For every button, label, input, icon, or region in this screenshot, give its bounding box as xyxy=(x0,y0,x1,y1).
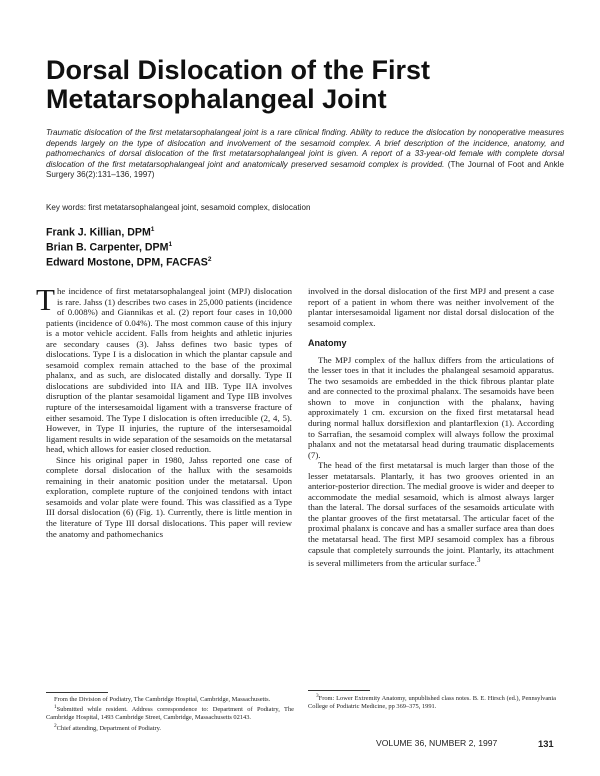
footnote-ref-3: 3 xyxy=(476,555,481,565)
author-3-mark: 2 xyxy=(207,255,212,263)
footnote-affiliation: From the Division of Podiatry, The Cambridge Hospital, Cambridge, Massachusetts. xyxy=(54,696,271,703)
journal-volume-info: VOLUME 36, NUMBER 2, 1997 xyxy=(376,738,498,748)
author-2-mark: 1 xyxy=(168,240,173,248)
body-column-right xyxy=(308,286,554,569)
paragraph-continued: involved in the dorsal dislocation of the first MPJ and present a case report of a patient in whom there was neither involvement of the plantar intersesamoidal ligament nor distal dorsal dislocation of the sesamoid complex. xyxy=(308,286,554,328)
abstract xyxy=(46,128,564,181)
footnote-divider-left xyxy=(46,692,108,693)
author-1: Frank J. Killian, DPM$^1$ xyxy=(46,226,155,239)
intro-paragraph: The incidence of first metatarsophalangeal joint (MPJ) dislocation is rare. Jahss (1) describes two cases in 25,000 patients (incidence of 0.008%) and Giannikas et al. (2) report four cases in 10,000 patients (incidence of 0.04%). The most common cause of this injury is a motor vehicle accident. Falls from heights and athletic injuries are secondary causes (3). Jahss defines two basic types of dislocations. Type I is a dislocation in which the plantar capsule and sesamoid complex remain attached to the base of the proximal phalanx, and as such, are dislocated distally and dorsally. Type II dislocations are subdivided into IIA and IIB. Type IIA involves disruption of the plantar sesamoidal ligament and Type IIB involves rupture of the intersesamoidal ligament with a transverse fracture of either sesamoid. The Type I dislocation is often irreducible (2, 4, 5). However, in Type II injuries, the rupture of the intersesamoidal ligament results in wide separation of the sesamoids on the metatarsal head, which allows for easier closed reduction. xyxy=(36,282,292,455)
body-column-left xyxy=(36,282,292,539)
paragraph-mpj-complex: The MPJ complex of the hallux differs from the articulations of the lesser toes in that it includes the phalangeal sesamoid apparatus. The two sesamoids are embedded in the thick fibrous plantar plate and are connected to the proximal phalanx. The sesamoids have been shown to move in conjunction with the phalanx, having approximately 1 cm. excursion on the fixed first metatarsal head during normal hallux dorsiflexion and plantarflexion (1). According to Sarrafian, the sesamoid complex will always follow the proximal phalanx and not the metatarsal head during traumatic displacements (7). xyxy=(308,354,554,460)
drop-cap: T xyxy=(36,282,55,317)
footnote-2: $^2$Chief attending, Department of Podiatry. xyxy=(54,722,161,732)
paragraph-metatarsal-head: The head of the first metatarsal is much larger than those of the lesser metatarsals. Plantarly, it has two grooves oriented in an anterior-posterior direction. The medial groove is wider and deeper to accommodate the medial sesamoid, which is almost always larger than the lateral. The dorsal surfaces of the sesamoids articulate with the plantar grooves of the first metatarsal. The articular facet of the proximal phalanx is concave and has a smaller surface area than does the metatarsal head. The first MPJ sesamoid complex has a fibrous capsule that completely surrounds the joint. Plantarly, its attachment is several millimeters from the articular surface.$^3$ xyxy=(308,460,554,569)
article-title xyxy=(46,56,566,114)
abstract-text: Traumatic dislocation of the first metatarsophalangeal joint is a rare clinical finding. Ability to reduce the dislocation by nonoperative measures depends largely on the type of dislocation and involvement of the sesamoid complex. A brief description of the incidence, anatomy, and pathomechanics of dorsal dislocation of the first metatarsophalangeal joint is given. A report of a 33-year-old female with complete dorsal dislocation of the first metatarsophalangeal joint and anatomically preserved sesamoid complex is provided. xyxy=(46,128,564,169)
footnote-divider-right xyxy=(308,690,370,691)
author-2: Brian B. Carpenter, DPM$^1$ xyxy=(46,240,173,254)
footnote-3: $^3$From: Lower Extremity Anatomy, unpublished class notes. B. E. Hirsch (ed.), Pennsylvania College of Podiatric Medicine, pp 369–375, 1991. xyxy=(308,693,556,710)
paragraph-jahss-report: Since his original paper in 1980, Jahss reported one case of complete dorsal dislocation of the hallux with the sesamoids remaining in their anatomic position under the metatarsal. Upon exploration, complete rupture of the conjoined tendons with intact sesamoids and volar plate were found. This was classified as a Type III dorsal dislocation (6) (Fig. 1). Currently, there is little mention in the literature of Type III dorsal dislocations. This paper will review the anatomy and pathomechanics xyxy=(46,454,292,539)
author-1-mark: 1 xyxy=(150,226,155,233)
author-3: Edward Mostone, DPM, FACFAS$^2$ xyxy=(46,255,212,269)
footnotes-left xyxy=(46,696,294,733)
footnotes-right xyxy=(308,693,556,711)
keywords: Key words: first metatarsophalangeal joint, sesamoid complex, dislocation xyxy=(46,203,311,212)
abstract-citation: (The Journal of Foot and Ankle Surgery 36(2):131–136, 1997) xyxy=(46,159,565,180)
title-line-2: Metatarsophalangeal Joint xyxy=(46,84,387,114)
page-number: 131 xyxy=(538,738,554,749)
section-heading-anatomy: Anatomy xyxy=(308,338,347,349)
footnote-1: $^1$Submitted while resident. Address correspondence to: Department of Podiatry, The Cambridge Hospital, 1493 Cambridge Street, Cambridge, Massachusetts 02143. xyxy=(46,704,294,722)
author-list xyxy=(46,224,446,269)
title-line-1: Dorsal Dislocation of the First xyxy=(46,55,431,85)
